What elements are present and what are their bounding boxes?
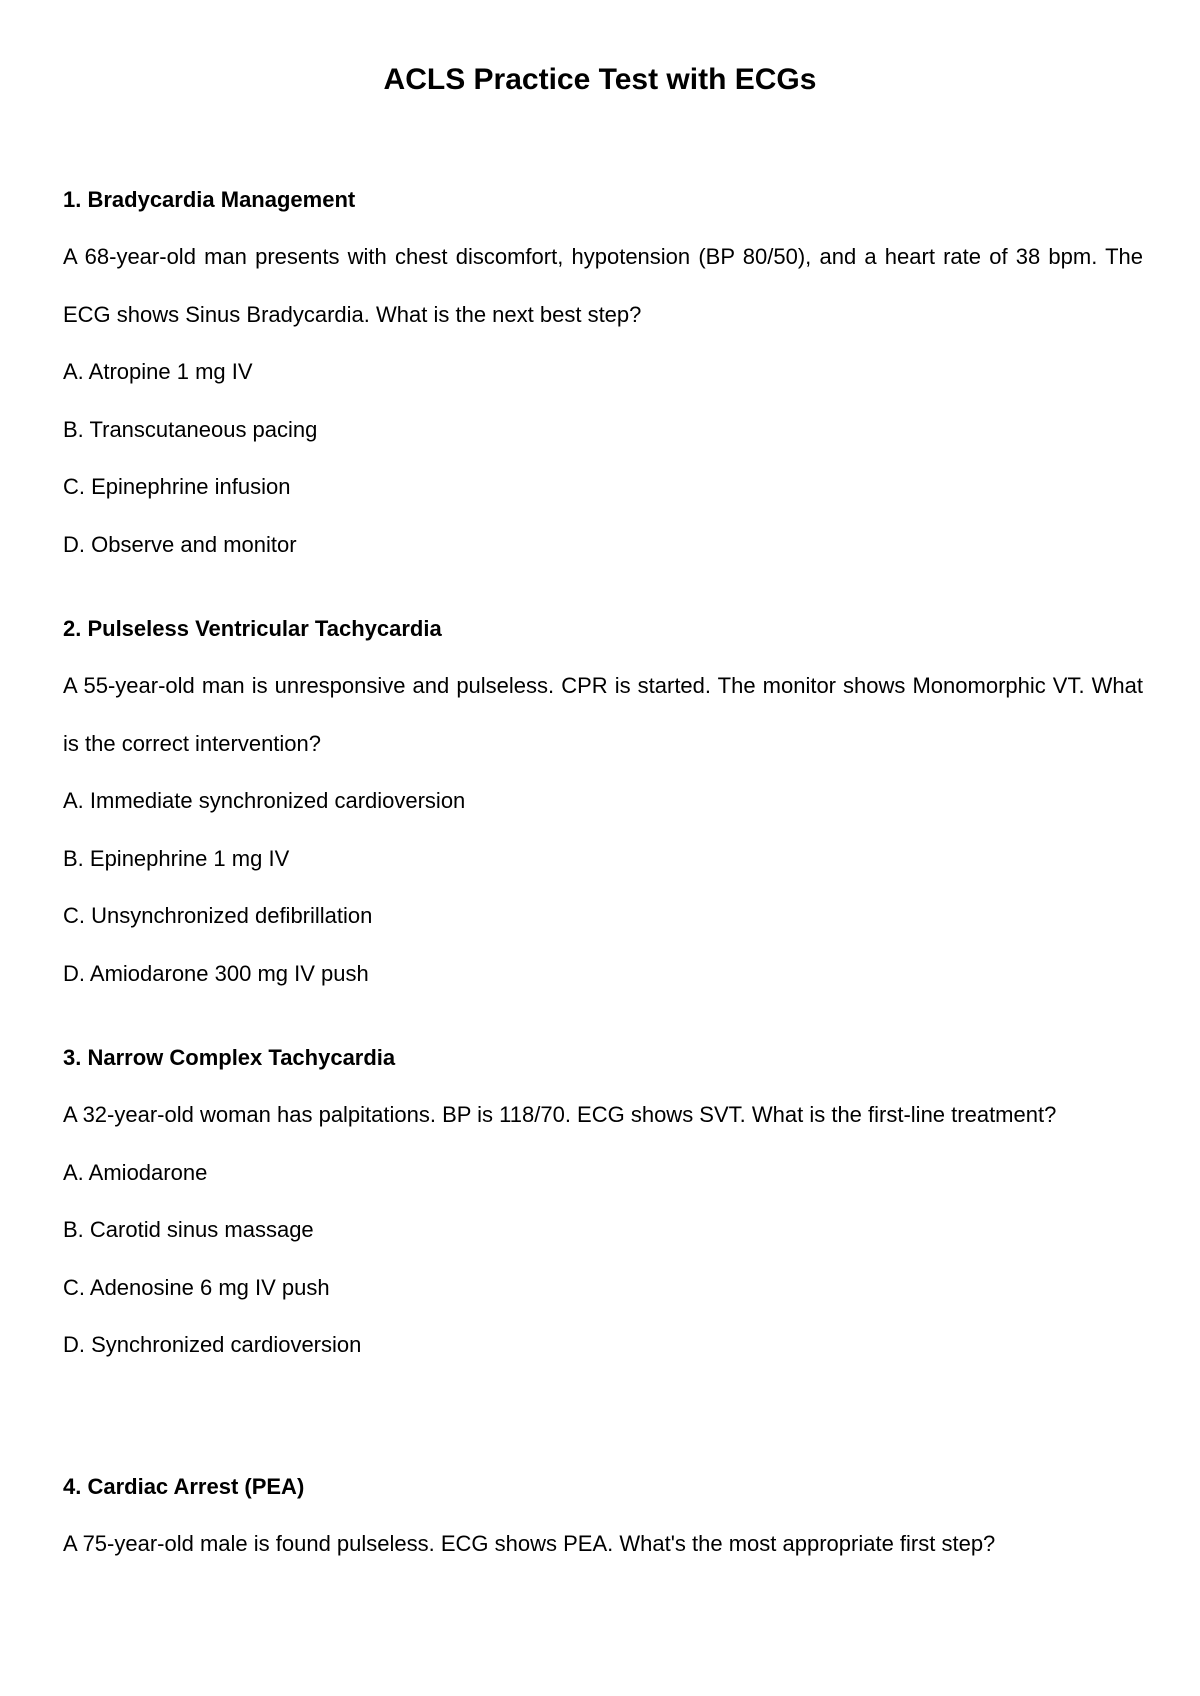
answer-option-a: A. Immediate synchronized cardioversion — [63, 788, 466, 813]
question-heading: 1. Bradycardia Management — [63, 187, 356, 212]
answer-option-d: D. Amiodarone 300 mg IV push — [63, 960, 369, 986]
question-heading: 3. Narrow Complex Tachycardia — [63, 1045, 396, 1070]
question-heading: 4. Cardiac Arrest (PEA) — [63, 1474, 305, 1499]
question-stem: A 75-year-old male is found pulseless. ECG shows PEA. What's the most appropriate first step? — [63, 1531, 996, 1556]
question-2 — [63, 614, 1143, 1002]
question-heading: 2. Pulseless Ventricular Tachycardia — [63, 616, 442, 641]
answer-option-b: B. Epinephrine 1 mg IV — [63, 845, 290, 871]
question-stem: A 55-year-old man is unresponsive and pulseless. CPR is started. The monitor shows Monomorphic VT. What is the correct intervention? — [63, 673, 1143, 756]
question-1 — [63, 185, 1143, 573]
page-title: ACLS Practice Test with ECGs — [383, 63, 817, 96]
answer-option-b: B. Carotid sinus massage — [63, 1217, 314, 1242]
answer-option-c: C. Unsynchronized defibrillation — [63, 903, 373, 928]
answer-option-d: D. Synchronized cardioversion — [63, 1332, 362, 1357]
answer-option-d: D. Observe and monitor — [63, 531, 297, 557]
question-3 — [63, 1043, 1143, 1374]
question-stem: A 32-year-old woman has palpitations. BP is 118/70. ECG shows SVT. What is the first-line treatment? — [63, 1102, 1057, 1127]
answer-option-b: B. Transcutaneous pacing — [63, 416, 318, 442]
answer-option-c: C. Epinephrine infusion — [63, 474, 291, 499]
answer-option-c: C. Adenosine 6 mg IV push — [63, 1274, 330, 1300]
question-stem: A 68-year-old man presents with chest discomfort, hypotension (BP 80/50), and a heart rate of 38 bpm. The ECG shows Sinus Bradycardia. What is the next best step? — [63, 244, 1143, 327]
answer-option-a: A. Atropine 1 mg IV — [63, 359, 253, 384]
answer-option-a: A. Amiodarone — [63, 1159, 208, 1185]
question-4 — [63, 1472, 1143, 1573]
